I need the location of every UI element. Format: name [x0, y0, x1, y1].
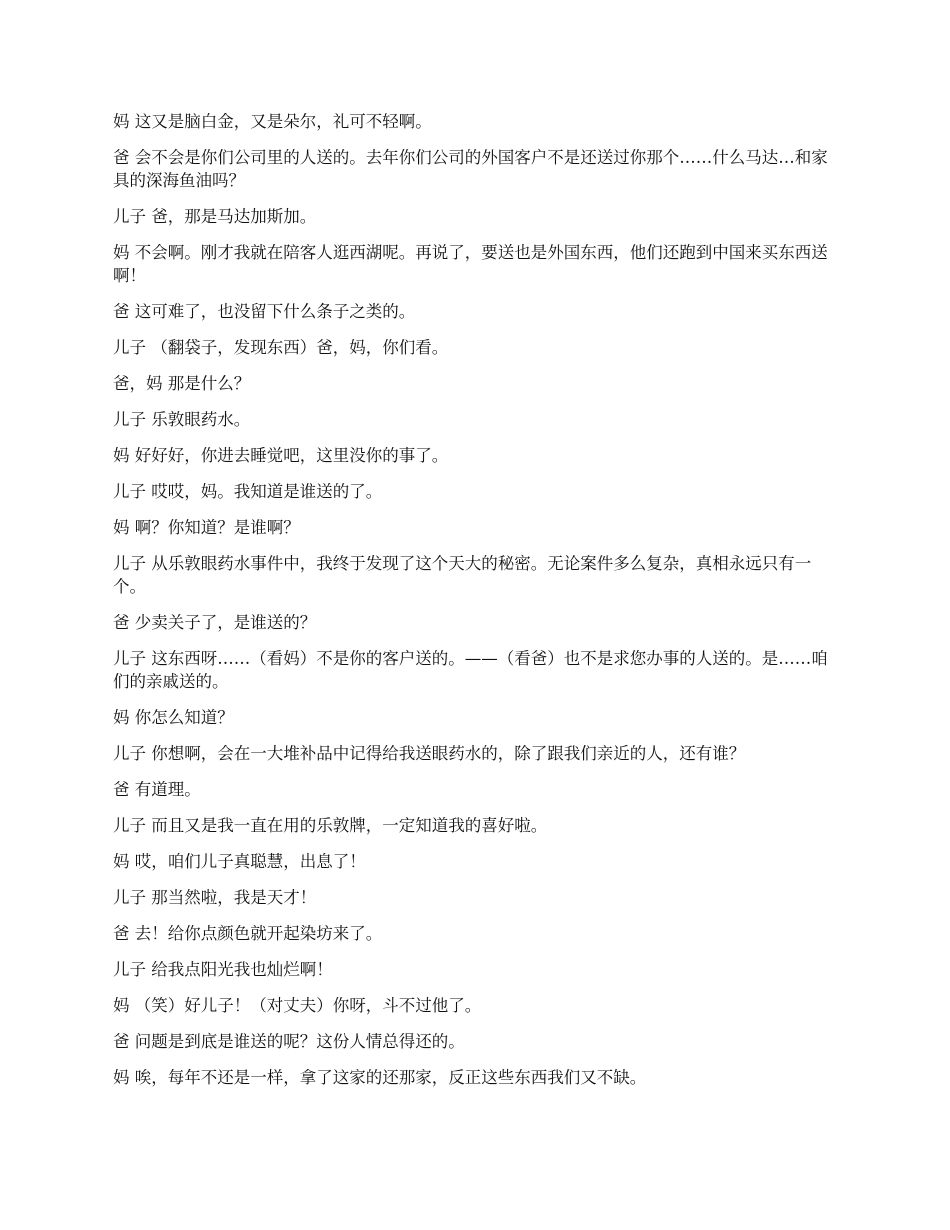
dialogue-line: 儿子 而且又是我一直在用的乐敦牌，一定知道我的喜好啦。: [113, 816, 548, 835]
dialogue-line: 爸 问题是到底是谁送的呢？这份人情总得还的。: [113, 1032, 465, 1051]
dialogue-line: 妈 好好好，你进去睡觉吧，这里没你的事了。: [113, 446, 449, 465]
dialogue-line: 儿子 给我点阳光我也灿烂啊！: [113, 960, 333, 979]
dialogue-line: 儿子 （翻袋子，发现东西）爸，妈，你们看。: [113, 338, 449, 357]
dialogue-line: 妈 （笑）好儿子！（对丈夫）你呀，斗不过他了。: [113, 996, 482, 1015]
dialogue-line: 爸 去！给你点颜色就开起染坊来了。: [113, 924, 383, 943]
dialogue-line: 儿子 乐敦眼药水。: [113, 410, 251, 429]
dialogue-line: 爸 这可难了，也没留下什么条子之类的。: [113, 302, 416, 321]
dialogue-line: 爸 有道理。: [113, 780, 201, 799]
dialogue-line: 妈 哎，咱们儿子真聪慧，出息了！: [113, 852, 366, 871]
dialogue-line: 妈 这又是脑白金，又是朵尔，礼可不轻啊。: [113, 112, 432, 131]
dialogue-line: 妈 啊？你知道？是谁啊？: [113, 518, 300, 537]
dialogue-line: 儿子 那当然啦，我是天才！: [113, 888, 317, 907]
script-body: [113, 110, 838, 1102]
dialogue-line: 儿子 这东西呀……（看妈）不是你的客户送的。——（看爸）也不是求您办事的人送的。是……咱们的亲戚送的。: [113, 649, 828, 691]
dialogue-line: 妈 不会啊。刚才我就在陪客人逛西湖呢。再说了，要送也是外国东西，他们还跑到中国来买东西送啊！: [113, 243, 828, 285]
dialogue-line: 儿子 你想啊，会在一大堆补品中记得给我送眼药水的，除了跟我们亲近的人，还有谁？: [113, 744, 746, 763]
dialogue-line: 爸 会不会是你们公司里的人送的。去年你们公司的外国客户不是还送过你那个……什么马达…和家具的深海鱼油吗？: [113, 148, 828, 190]
dialogue-line: 爸，妈 那是什么？: [113, 374, 251, 393]
dialogue-line: 爸 少卖关子了，是谁送的？: [113, 613, 317, 632]
dialogue-line: 儿子 从乐敦眼药水事件中，我终于发现了这个天大的秘密。无论案件多么复杂，真相永远只有一个。: [113, 554, 812, 596]
dialogue-line: 儿子 哎哎，妈。我知道是谁送的了。: [113, 482, 383, 501]
dialogue-line: 妈 你怎么知道？: [113, 708, 234, 727]
dialogue-line: 妈 唉，每年不还是一样，拿了这家的还那家，反正这些东西我们又不缺。: [113, 1068, 647, 1087]
dialogue-line: 儿子 爸，那是马达加斯加。: [113, 207, 317, 226]
